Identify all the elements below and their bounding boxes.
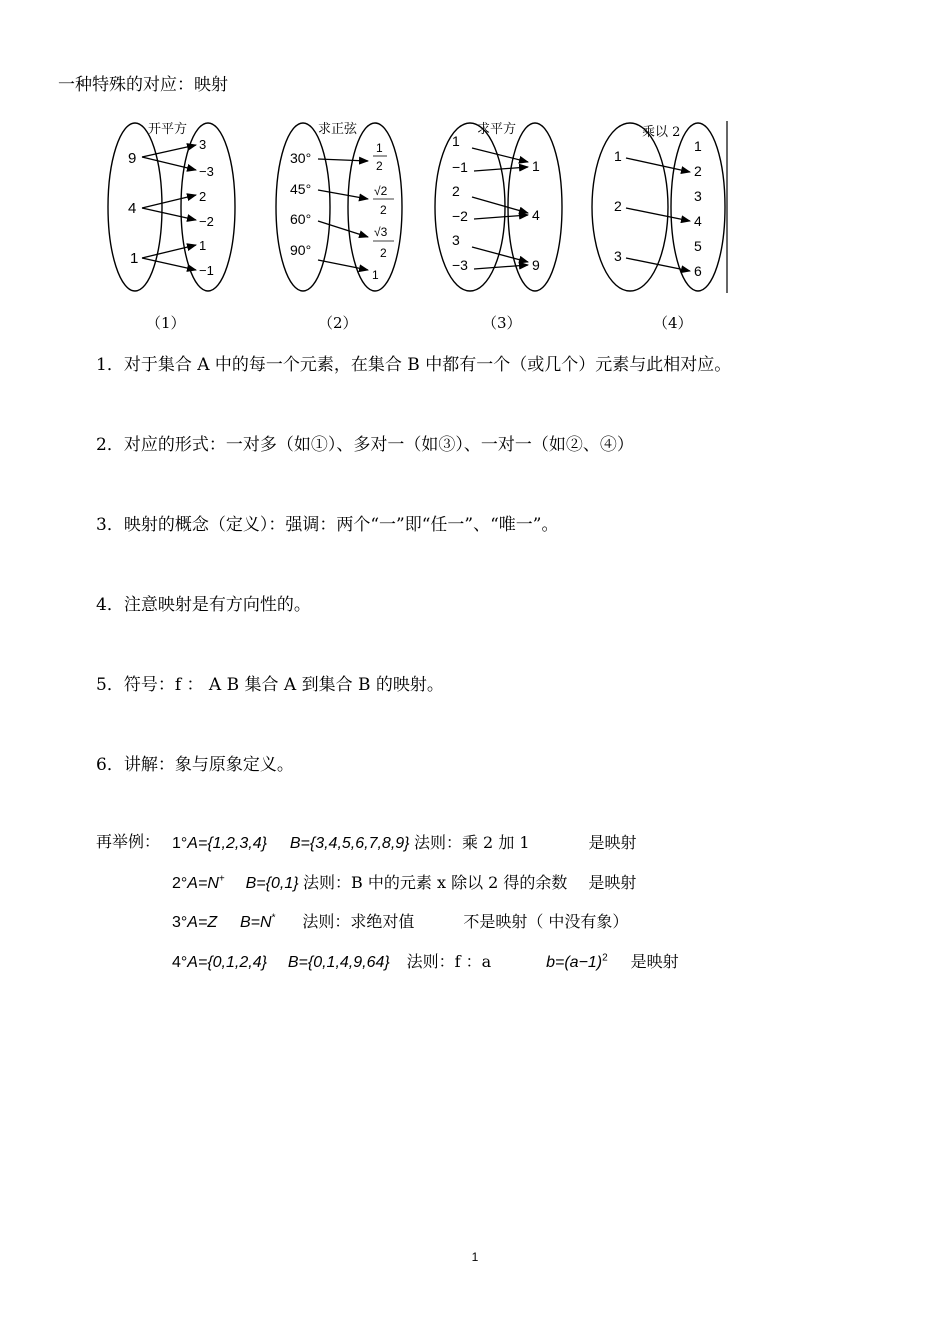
b-element: 3 bbox=[694, 188, 702, 204]
diagram-caption: （3） bbox=[482, 314, 522, 332]
a-element: −1 bbox=[452, 159, 468, 175]
a-element: 9 bbox=[128, 150, 137, 167]
b-element: 6 bbox=[694, 263, 702, 279]
mapping-arrow bbox=[626, 158, 690, 172]
diagram-caption: （4） bbox=[653, 314, 693, 332]
b-element: √2 bbox=[374, 184, 388, 198]
mapping-arrow bbox=[318, 190, 368, 199]
mapping-arrow bbox=[474, 265, 528, 269]
b-element: 5 bbox=[694, 238, 702, 254]
a-element: 3 bbox=[452, 232, 460, 248]
diagram-caption: （1） bbox=[146, 314, 186, 332]
page-number: 1 bbox=[471, 1250, 479, 1264]
mapping-arrow bbox=[142, 245, 196, 258]
point-4: 4．注意映射是有方向性的。 bbox=[96, 595, 311, 615]
b-element: 1 bbox=[199, 238, 207, 253]
b-element: −3 bbox=[199, 164, 214, 179]
a-element: 2 bbox=[614, 198, 622, 214]
a-element: 1 bbox=[130, 250, 139, 267]
a-element: 90° bbox=[290, 242, 312, 258]
examples-lead: 再举例： bbox=[96, 832, 161, 851]
diagram-caption: （2） bbox=[318, 314, 358, 332]
point-3: 3．映射的概念（定义）：强调：两个“一”即“任一”、“唯一”。 bbox=[96, 515, 559, 535]
b-element: 2 bbox=[199, 189, 207, 204]
a-element: 3 bbox=[614, 248, 622, 264]
b-element: 2 bbox=[380, 203, 387, 217]
set-a-ellipse bbox=[276, 123, 330, 291]
diagram-1 bbox=[108, 122, 235, 291]
b-element: √3 bbox=[374, 225, 388, 239]
b-element: −1 bbox=[199, 263, 214, 278]
rule-label: 乘以 2 bbox=[642, 125, 681, 140]
example-2: 2°A=N+ B={0,1} 法则：B 中的元素 x 除以 2 得的余数 是映射 bbox=[172, 873, 637, 892]
set-a-ellipse bbox=[435, 123, 505, 291]
diagram-4 bbox=[592, 121, 727, 293]
a-element: 30° bbox=[290, 150, 312, 166]
mapping-arrow bbox=[142, 208, 196, 220]
rule-label: 求正弦 bbox=[318, 122, 358, 137]
point-1: 1．对于集合 A 中的每一个元素，在集合 B 中都有一个（或几个）元素与此相对应。 bbox=[96, 355, 732, 375]
a-element: 1 bbox=[614, 148, 622, 164]
b-element: 2 bbox=[376, 159, 383, 173]
b-element: 2 bbox=[694, 163, 702, 179]
mapping-arrow bbox=[142, 157, 196, 170]
b-element: 1 bbox=[372, 268, 379, 282]
a-element: 4 bbox=[128, 200, 137, 217]
mapping-arrow bbox=[318, 260, 368, 270]
example-1: 1°A={1,2,3,4} B={3,4,5,6,7,8,9} 法则：乘 2 加 1 是映射 bbox=[172, 833, 637, 852]
mapping-arrow bbox=[626, 258, 690, 271]
rule-label: 开平方 bbox=[148, 122, 188, 137]
mapping-arrow bbox=[474, 215, 528, 219]
a-element: 2 bbox=[452, 183, 460, 199]
page-title: 一种特殊的对应：映射 bbox=[58, 75, 228, 95]
example-4: 4°A={0,1,2,4} B={0,1,4,9,64} 法则：f ：a $b=(a-1)^2$ 是映射 bbox=[172, 952, 679, 971]
point-2: 2．对应的形式：一对多（如①）、多对一（如③）、一对一（如②、④） bbox=[96, 435, 634, 455]
a-element: −3 bbox=[452, 257, 468, 273]
example-3: 3°A=Z B=N* 法则：求绝对值 不是映射（ 中没有象） bbox=[172, 912, 629, 931]
diagram-3 bbox=[435, 121, 562, 291]
a-element: 60° bbox=[290, 211, 312, 227]
set-a-ellipse bbox=[592, 123, 668, 291]
a-element: 1 bbox=[452, 133, 460, 149]
mapping-arrow bbox=[472, 148, 528, 162]
set-b-ellipse bbox=[348, 123, 402, 291]
mapping-arrow bbox=[142, 195, 196, 208]
b-element: 1 bbox=[694, 138, 702, 154]
b-element: 1 bbox=[532, 158, 540, 174]
point-5: 5．符号：f ： A B 集合 A 到集合 B 的映射。 bbox=[96, 675, 444, 695]
b-element: 2 bbox=[380, 246, 387, 260]
diagram-2 bbox=[276, 121, 402, 291]
rule-label: 求平方 bbox=[477, 122, 517, 137]
b-element: 9 bbox=[532, 257, 540, 273]
b-element: 3 bbox=[199, 137, 207, 152]
mapping-diagrams bbox=[100, 115, 760, 300]
a-element: −2 bbox=[452, 208, 468, 224]
mapping-arrow bbox=[626, 208, 690, 221]
b-element: 1 bbox=[376, 141, 383, 155]
point-6: 6．讲解：象与原象定义。 bbox=[96, 755, 294, 775]
b-element: −2 bbox=[199, 214, 214, 229]
b-element: 4 bbox=[694, 213, 702, 229]
mapping-arrow bbox=[472, 197, 528, 213]
a-element: 45° bbox=[290, 181, 312, 197]
b-element: 4 bbox=[532, 207, 540, 223]
mapping-arrow bbox=[318, 221, 368, 237]
